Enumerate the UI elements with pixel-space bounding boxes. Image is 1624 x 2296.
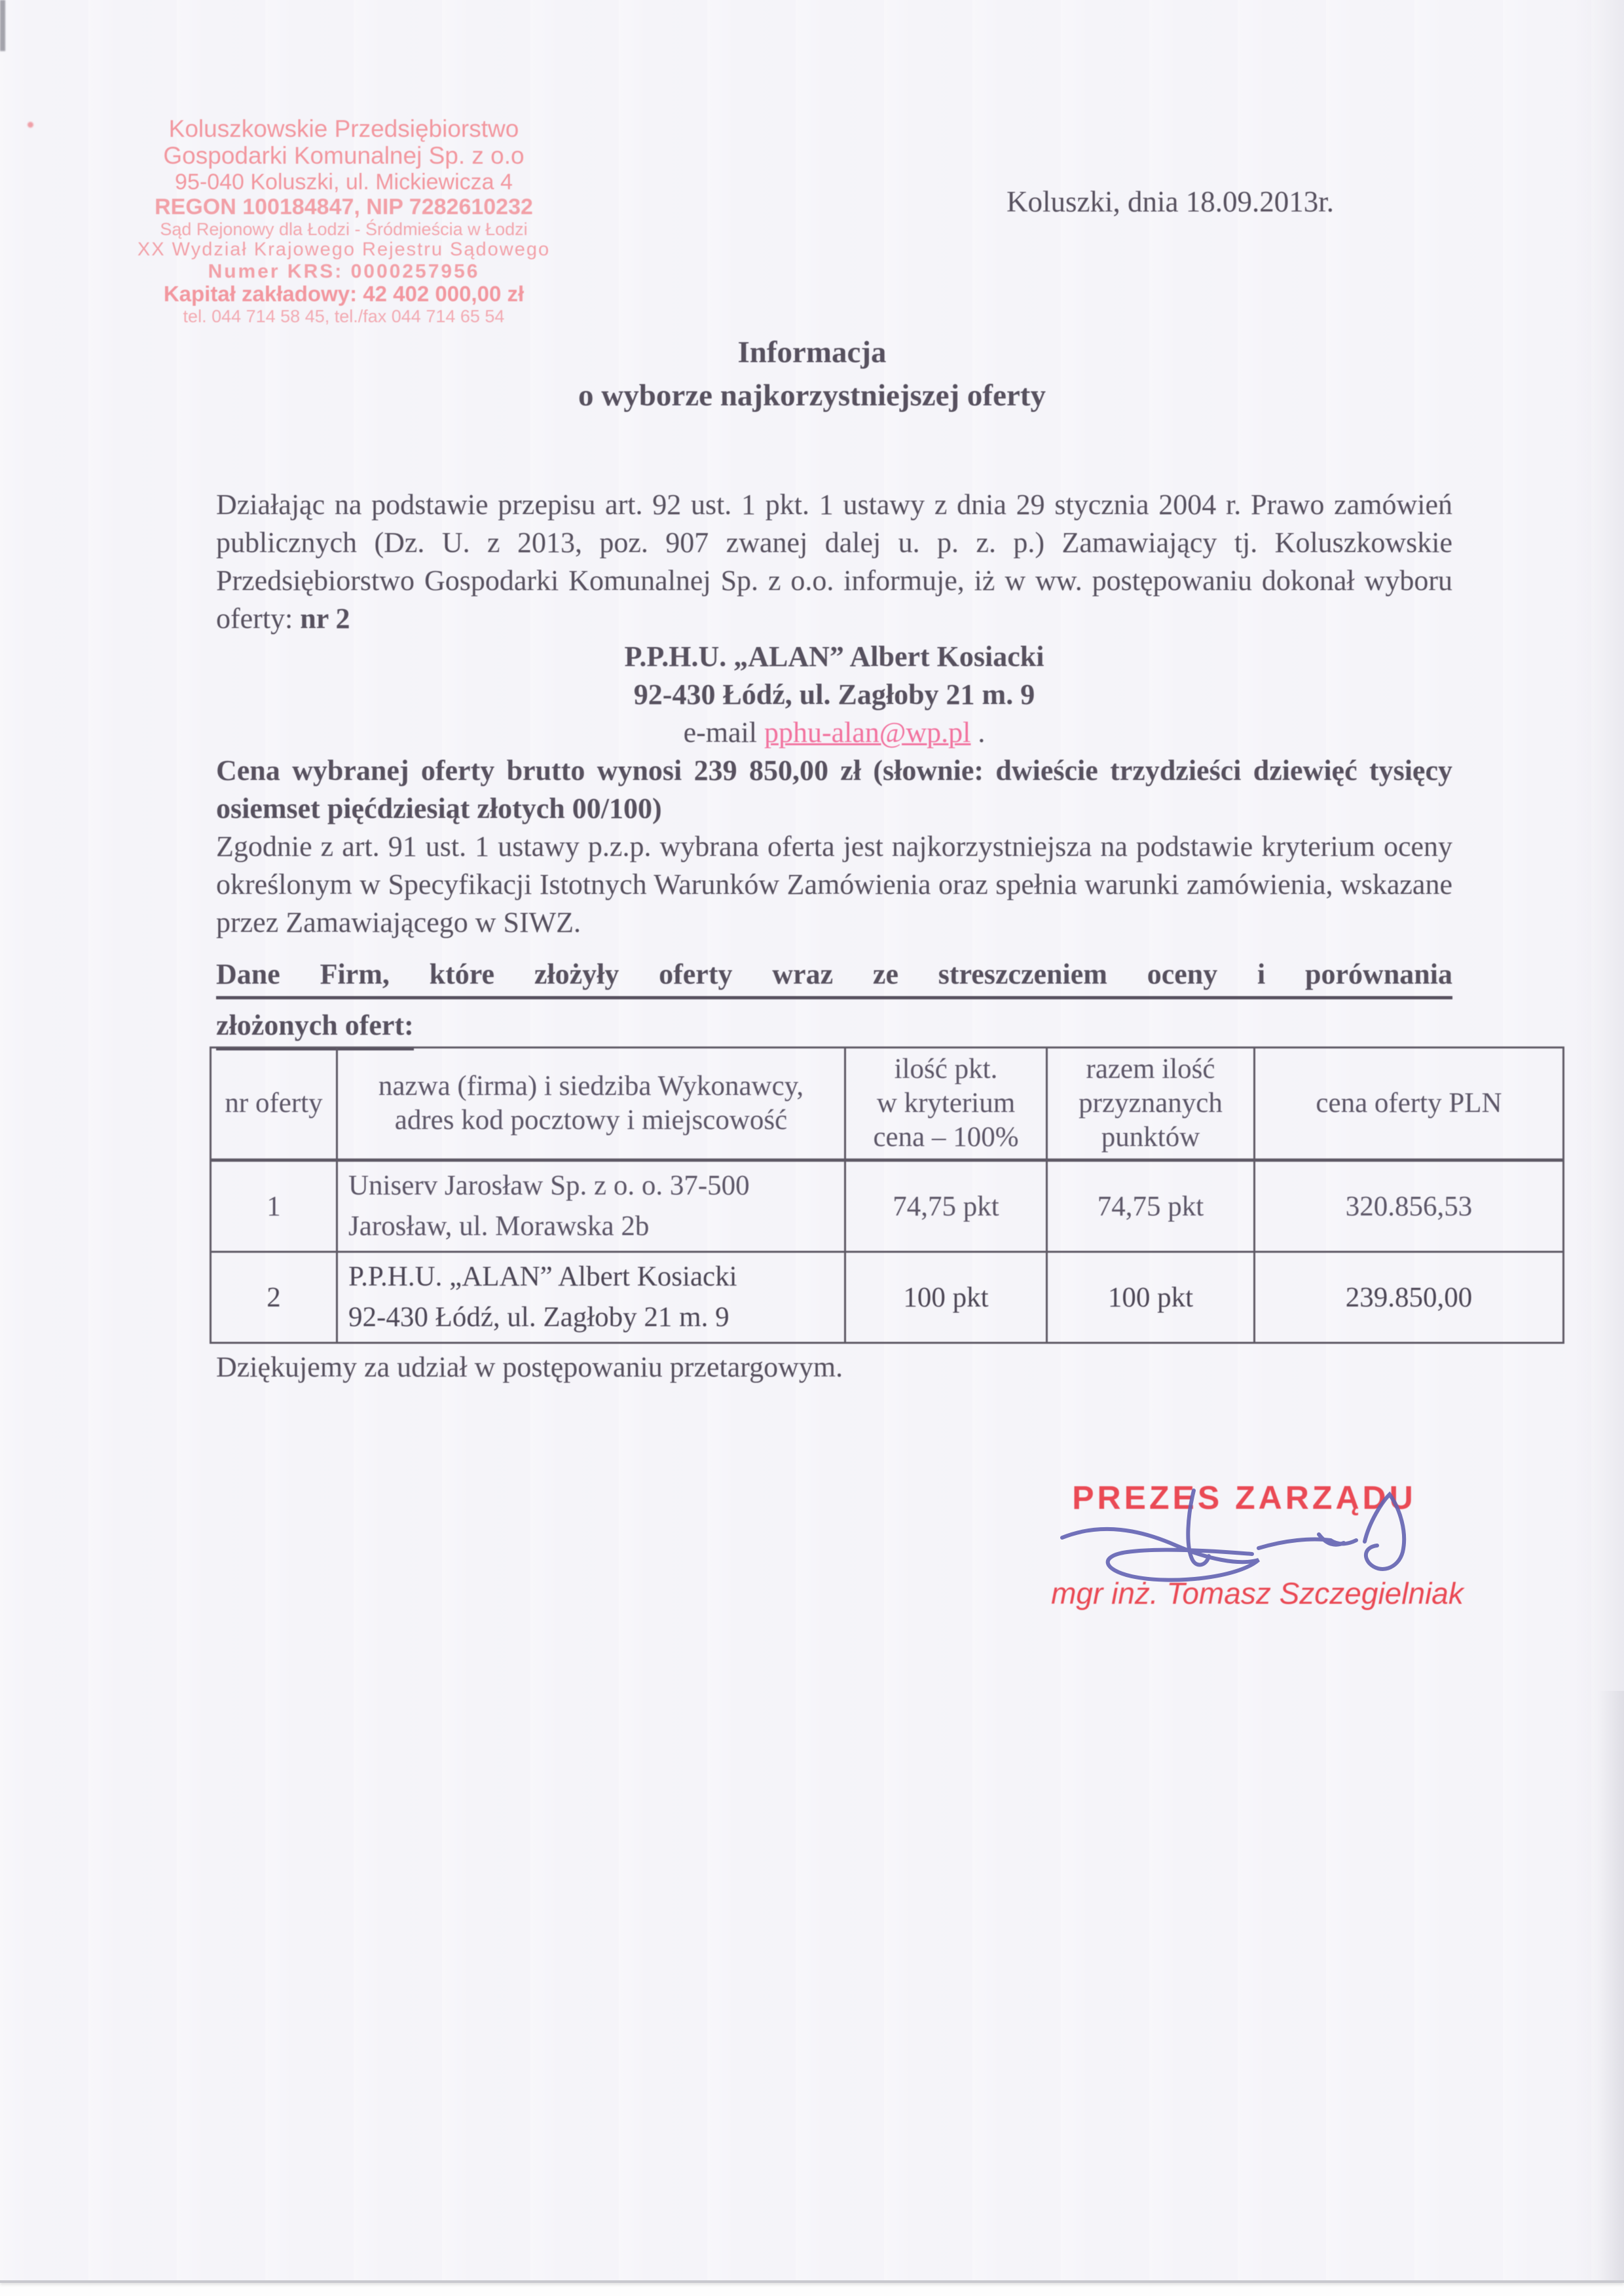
header-total-line-1: razem ilość <box>1086 1054 1215 1084</box>
header-total-points <box>1047 1048 1255 1160</box>
stamp-company-name-2: Gospodarki Komunalnej Sp. z o.o <box>163 142 525 170</box>
offers-table <box>210 1046 1564 1344</box>
table-row-offer-2 <box>211 1252 1564 1343</box>
stamp-krs: Numer KRS: 0000257956 <box>208 260 480 282</box>
stamp-address: 95-040 Koluszki, ul. Mickiewicza 4 <box>175 169 513 194</box>
offer-1-company-line-2: Jarosław, ul. Morawska 2b <box>348 1211 650 1242</box>
header-total-line-3: punktów <box>1101 1122 1200 1153</box>
stamp-registry: XX Wydział Krajowego Rejestru Sądowego <box>137 239 551 261</box>
document-title <box>0 331 1624 417</box>
signature-role-stamp: PREZES ZARZĄDU <box>1072 1479 1416 1516</box>
offer-2-company-line-2: 92-430 Łódź, ul. Zagłoby 21 m. 9 <box>348 1302 729 1333</box>
scan-red-dot <box>28 122 33 128</box>
title-line-1: Informacja <box>737 335 887 369</box>
section-heading <box>216 957 1452 1050</box>
offer-2-total-points: 100 pkt <box>1047 1252 1255 1343</box>
header-total-line-2: przyznanych <box>1079 1088 1223 1119</box>
scan-smudge <box>0 0 5 51</box>
section-heading-line-2: złożonych ofert: <box>216 1009 414 1050</box>
offer-2-price: 239.850,00 <box>1255 1252 1564 1343</box>
header-company-line-1: nazwa (firma) i siedziba Wykonawcy, <box>378 1071 804 1102</box>
offers-table-header <box>211 1048 1564 1160</box>
offer-1-company-line-1: Uniserv Jarosław Sp. z o. o. 37-500 <box>348 1170 750 1201</box>
header-offer-price: cena oferty PLN <box>1255 1048 1564 1160</box>
header-points-line-1: ilość pkt. <box>894 1054 998 1084</box>
body-text <box>216 486 1452 942</box>
offer-1-number: 1 <box>211 1160 337 1252</box>
paragraph-legal-basis <box>216 486 1452 638</box>
stamp-regon-nip: REGON 100184847, NIP 7282610232 <box>155 194 533 219</box>
stamp-court: Sąd Rejonowy dla Łodzi - Śródmieścia w Łodzi <box>160 219 528 240</box>
handwritten-signature <box>1041 1485 1408 1590</box>
paragraph-criteria: Zgodnie z art. 91 ust. 1 ustawy p.z.p. wybrana oferta jest najkorzystniejsza na podstawie kryterium oceny określonym w Specyfikacji Istotnych Warunków Zamówienia oraz spełnia warunki zamówienia, wskazane przez Zamawiającego w SIWZ. <box>216 830 1452 938</box>
offer-2-points: 100 pkt <box>845 1252 1047 1343</box>
header-points-line-3: cena – 100% <box>873 1122 1019 1153</box>
section-heading-line-1: Dane Firm, które złożyły oferty wraz ze streszczeniem oceny i porównania <box>216 957 1452 999</box>
closing-thanks: Dziękujemy za udział w postępowaniu przetargowym. <box>216 1351 843 1383</box>
offer-1-total-points: 74,75 pkt <box>1047 1160 1255 1252</box>
header-offer-number: nr oferty <box>211 1048 337 1160</box>
title-line-2: o wyborze najkorzystniejszej oferty <box>578 379 1046 413</box>
offer-1-price: 320.856,53 <box>1255 1160 1564 1252</box>
winner-email-line <box>216 714 1452 752</box>
signature-name-stamp: mgr inż. Tomasz Szczegielniak <box>1051 1576 1464 1610</box>
offer-1-company <box>337 1160 845 1252</box>
date-line: Koluszki, dnia 18.09.2013r. <box>1006 185 1334 218</box>
offer-2-company <box>337 1252 845 1343</box>
scan-edge-shadow <box>1598 1691 1624 2280</box>
stamp-phone: tel. 044 714 58 45, tel./fax 044 714 65 54 <box>183 306 505 327</box>
stamp-capital: Kapitał zakładowy: 42 402 000,00 zł <box>163 282 525 306</box>
paragraph-legal-basis-text: Działając na podstawie przepisu art. 92 ust. 1 pkt. 1 ustawy z dnia 29 stycznia 2004 r. Prawo zamówień publicznych (Dz. U. z 2013, poz. 907 zwanej dalej u. p. z. p.) Zamawiający tj. Koluszkowskie Przedsiębiorstwo Gospodarki Komunalnej Sp. z o.o. informuje, iż w ww. postępowaniu dokonał wyboru oferty: <box>216 489 1452 635</box>
company-stamp <box>134 115 553 327</box>
paragraph-price: Cena wybranej oferty brutto wynosi 239 850,00 zł (słownie: dwieście trzydzieści dziewięć tysięcy osiemset pięćdziesiąt złotych 00/100) <box>216 754 1452 824</box>
header-company-line-2: adres kod pocztowy i miejscowość <box>394 1105 788 1136</box>
winner-name: P.P.H.U. „ALAN” Albert Kosiacki <box>624 640 1044 673</box>
table-row-offer-1 <box>211 1160 1564 1252</box>
offer-2-company-line-1: P.P.H.U. „ALAN” Albert Kosiacki <box>348 1261 737 1292</box>
winner-address: 92-430 Łódź, ul. Zagłoby 21 m. 9 <box>633 678 1035 711</box>
header-points-criterion <box>845 1048 1047 1160</box>
header-company <box>337 1048 845 1160</box>
email-suffix: . <box>970 716 986 749</box>
offer-1-points: 74,75 pkt <box>845 1160 1047 1252</box>
header-points-line-2: w kryterium <box>876 1088 1016 1119</box>
stamp-company-name: Koluszkowskie Przedsiębiorstwo <box>168 115 519 142</box>
email-label: e-mail <box>683 716 764 749</box>
email-link[interactable]: pphu-alan@wp.pl <box>764 716 971 749</box>
selected-offer-number: nr 2 <box>300 602 350 635</box>
offer-2-number: 2 <box>211 1252 337 1343</box>
